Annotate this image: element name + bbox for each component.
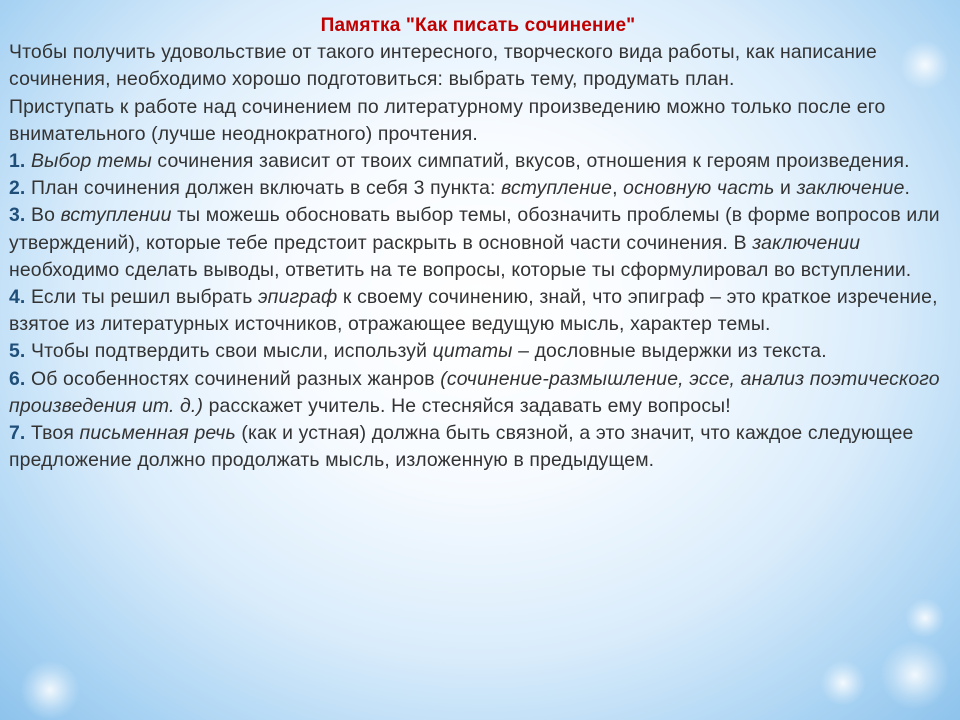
item-text: расскажет учитель. Не стесняйся задавать ему вопросы!	[203, 394, 731, 417]
item-text: Чтобы подтвердить свои мысли, используй	[25, 340, 433, 363]
item-text: сочинения зависит от твоих симпатий, вкусов, отношения к героям произведения.	[151, 150, 910, 173]
item-text: Твоя	[25, 422, 80, 445]
item-number: 4.	[9, 286, 26, 309]
item-number: 7.	[9, 422, 26, 445]
emphasized-term: заключении	[752, 231, 861, 254]
background-sparkle	[880, 640, 950, 710]
item-number: 2.	[9, 177, 26, 200]
emphasized-term: заключение	[796, 177, 905, 200]
emphasized-term: основную часть	[623, 177, 775, 200]
item-text: Во	[25, 204, 61, 227]
memo-item-7	[9, 420, 947, 474]
memo-item-5	[9, 338, 947, 365]
item-number: 3.	[9, 204, 26, 227]
item-text: ,	[612, 177, 624, 200]
background-sparkle	[905, 598, 945, 638]
item-number: 6.	[9, 367, 26, 390]
emphasized-term: (сочинение-размышление, эссе, анализ поэтического произведения ит. д.)	[9, 367, 940, 417]
emphasized-term: эпиграф	[258, 286, 338, 309]
item-number: 5.	[9, 340, 26, 363]
item-text: и	[774, 177, 797, 200]
item-text: Если ты решил выбрать	[25, 286, 258, 309]
intro-paragraph: Чтобы получить удовольствие от такого интересного, творческого вида работы, как написание сочинения, необходимо хорошо подготовиться: выбрать тему, продумать план.	[9, 41, 877, 91]
item-number: 1.	[9, 150, 26, 173]
background-sparkle	[20, 660, 80, 720]
emphasized-term: письменная речь	[79, 422, 236, 445]
item-text: к своему сочинению, знай, что эпиграф – это краткое изречение, взятое из литературных источников, отражающее ведущую мысль, характер темы.	[9, 286, 938, 336]
intro-paragraph: Приступать к работе над сочинением по литературному произведению можно только после его внимательного (лучше неоднократного) прочтения.	[9, 95, 886, 145]
item-text: (как и устная) должна быть связной, а это значит, что каждое следующее предложение должно продолжать мысль, изложенную в предыдущем.	[9, 422, 914, 472]
memo-content	[9, 12, 947, 474]
emphasized-term: вступление	[501, 177, 613, 200]
memo-item-1	[9, 148, 947, 175]
item-text: необходимо сделать выводы, ответить на те вопросы, которые ты сформулировал во вступлении.	[9, 258, 912, 281]
item-text: – дословные выдержки из текста.	[512, 340, 827, 363]
item-text: Об особенностях сочинений разных жанров	[25, 367, 441, 390]
memo-item-4	[9, 284, 947, 338]
item-text: .	[904, 177, 911, 200]
item-text: ты можешь обосновать выбор темы, обозначить проблемы (в форме вопросов или утверждений), которые тебе предстоит раскрыть в основной части сочинения. В	[9, 204, 940, 254]
background-sparkle	[820, 660, 866, 706]
memo-item-6	[9, 366, 947, 420]
item-text: План сочинения должен включать в себя 3 пункта:	[25, 177, 502, 200]
emphasized-term: вступлении	[60, 204, 172, 227]
memo-item-3	[9, 202, 947, 284]
emphasized-term: Выбор темы	[31, 150, 152, 173]
memo-list	[9, 148, 947, 474]
memo-item-2	[9, 175, 947, 202]
emphasized-term: цитаты	[432, 340, 513, 363]
memo-title: Памятка "Как писать сочинение"	[320, 15, 636, 36]
